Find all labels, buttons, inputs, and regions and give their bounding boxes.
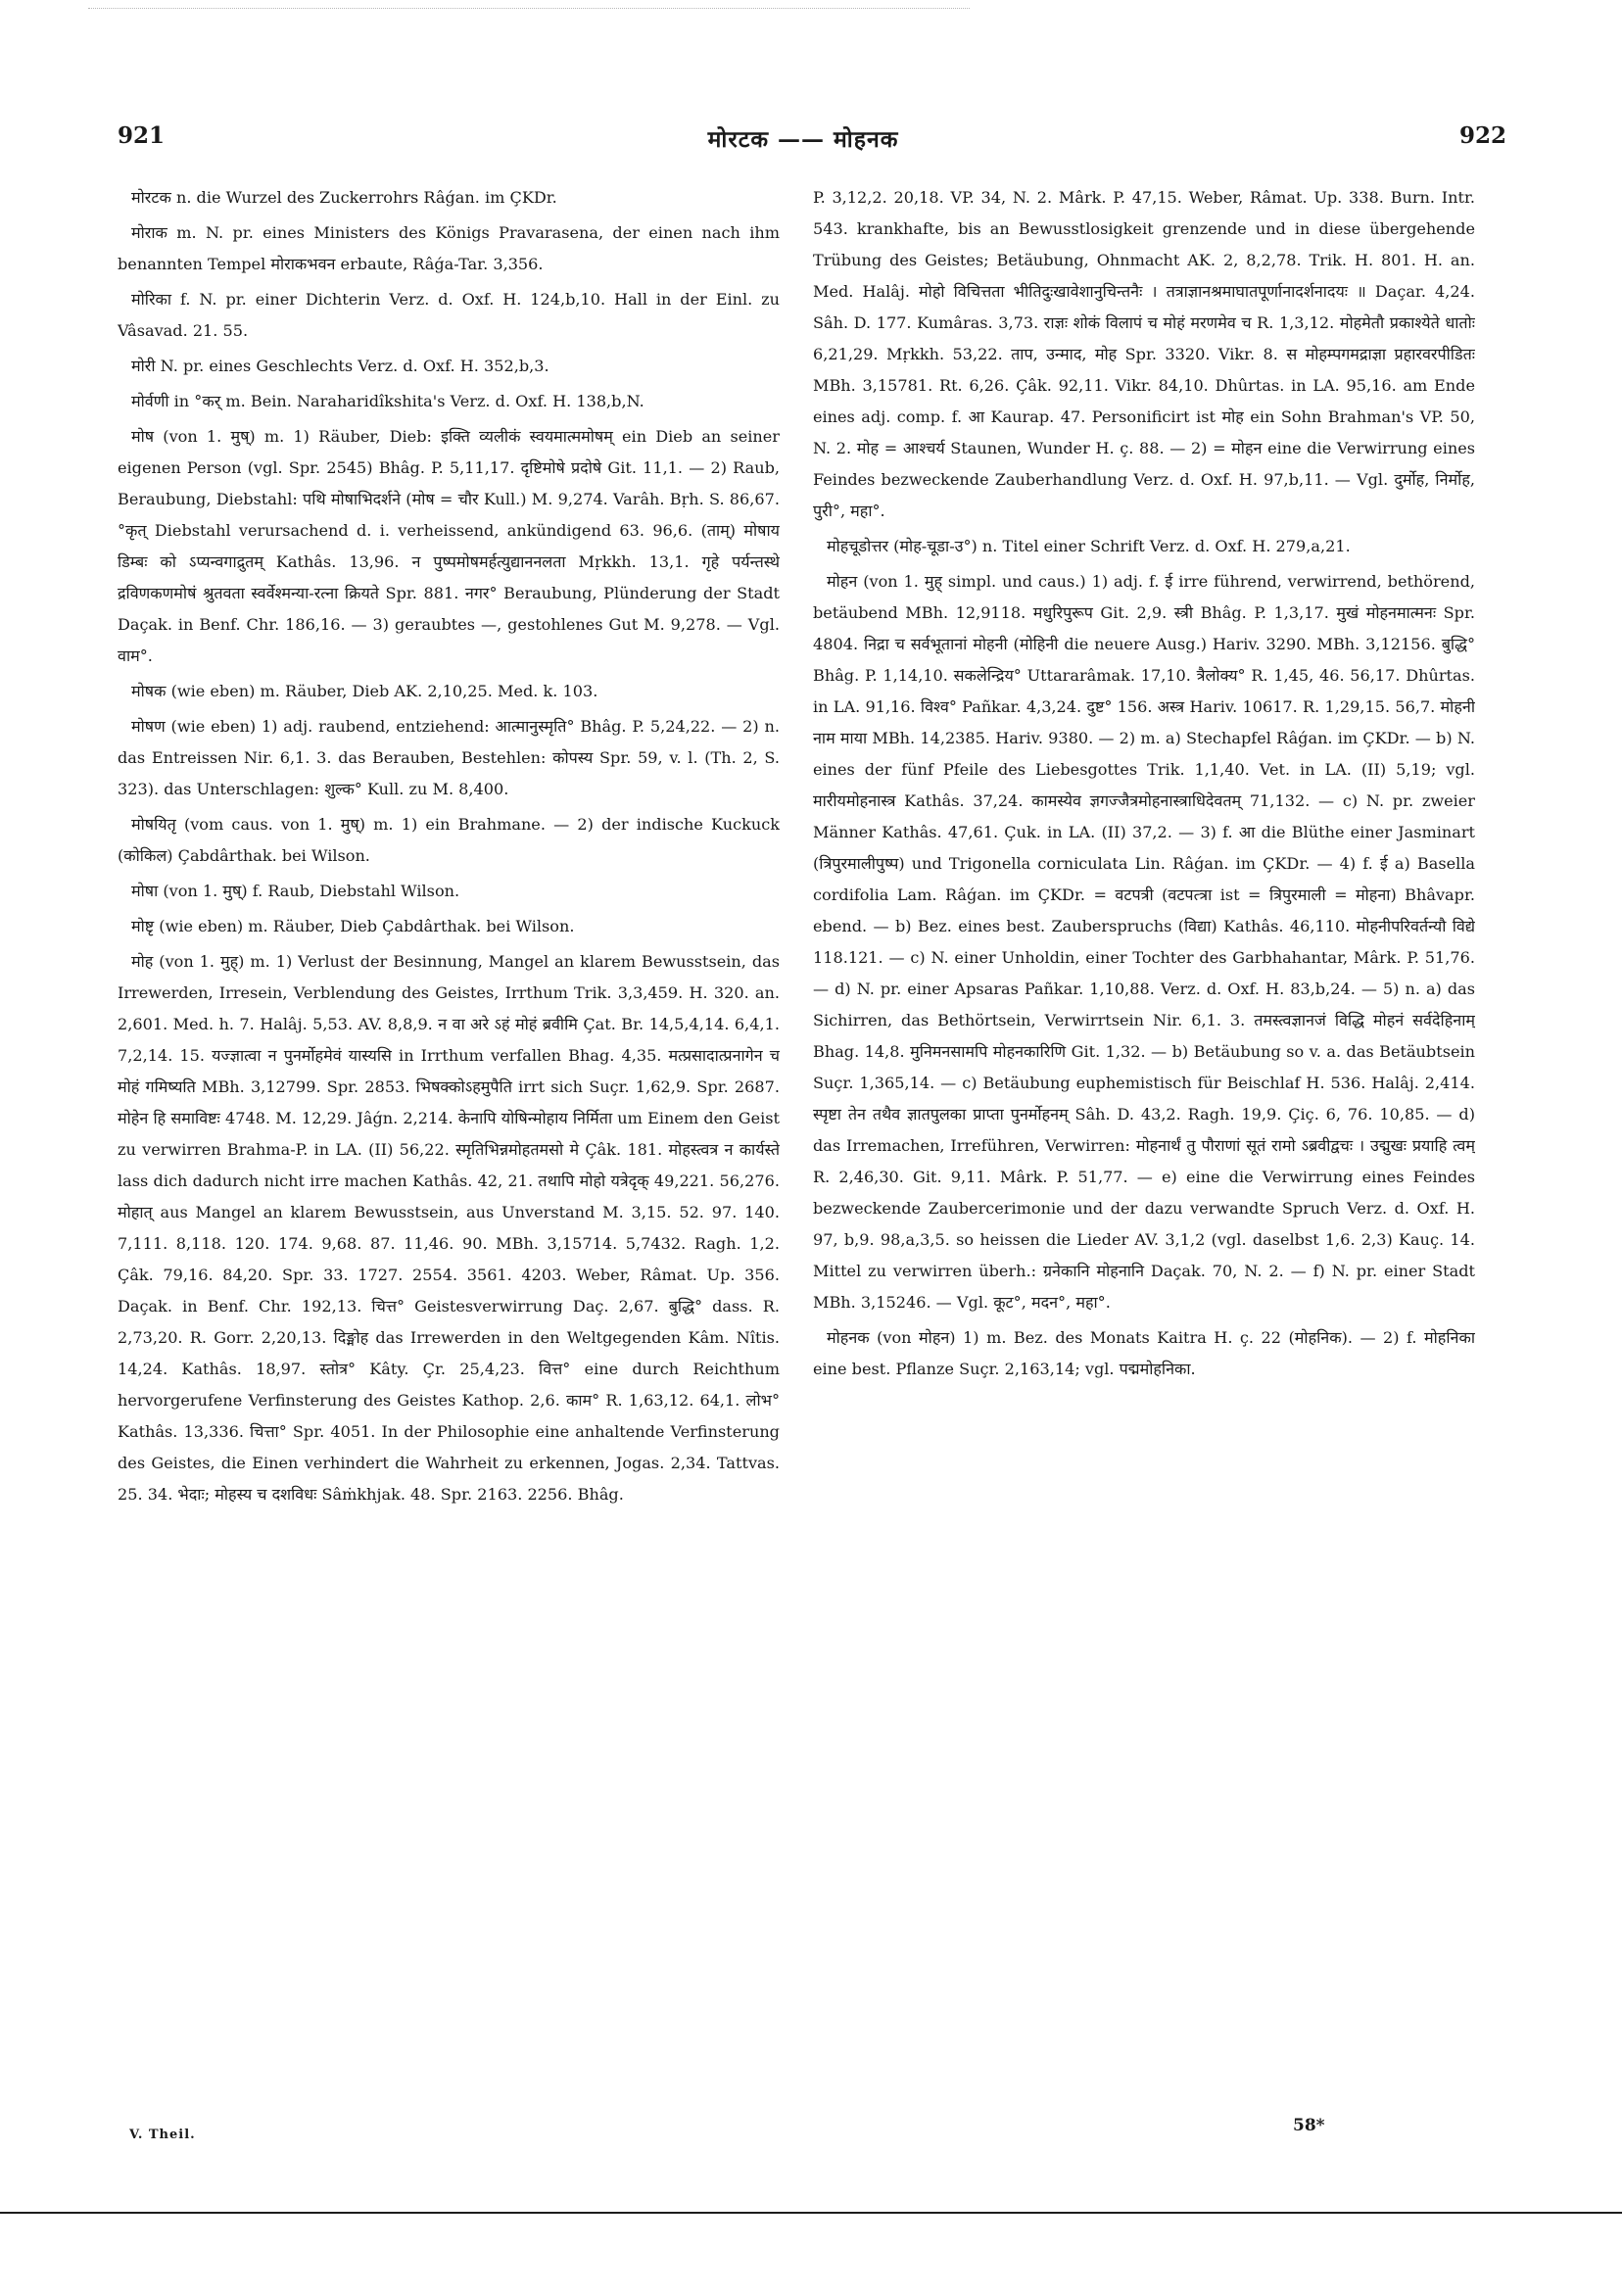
entry-moshtr: मोष्टृ (wie eben) m. Räuber, Dieb Çabdârthak. bei Wilson. [131,917,575,935]
entry-morika: मोरिका f. N. pr. einer Dichterin Verz. d. Oxf. H. 124,b,10. Hall in der Einl. zu Vâsavad. 21. 55. [118,290,780,340]
entry-moshana: मोषण (wie eben) 1) adj. raubend, entziehend: आत्मानुस्मृति° Bhâg. P. 5,24,22. — 2) n. das Entreissen Nir. 6,1. 3. das Berauben, Bestehlen: कोपस्य Spr. 59, v. l. (Th. 2, S. 323). das Unterschlagen: शुल्क° Kull. zu M. 8,400. [118,717,780,798]
entry-mohanaka: मोहनक (von मोहन) 1) m. Bez. des Monats Kaitra H. ç. 22 (मोहनिक). — 2) f. मोहनिका eine best. Pflanze Suçr. 2,163,14; vgl. पद्ममोहनिका. [813,1328,1475,1378]
volume-label: V. Theil. [129,2128,196,2142]
entry-mori: मोरी N. pr. eines Geschlechts Verz. d. Oxf. H. 352,b,3. [131,357,549,375]
scan-artifact-line [88,8,970,9]
page-number-left: 921 [118,122,166,149]
entry-morvani: मोर्वणी in °कर् m. Bein. Naraharidîkshita's Verz. d. Oxf. H. 138,b,N. [131,392,644,410]
page-number-right: 922 [1458,122,1506,149]
entry-moratak: मोरटक n. die Wurzel des Zuckerrohrs Râǵan. im ÇKDr. [131,188,557,207]
entry-moshayitr: मोषयितृ (vom caus. von 1. मुष्) m. 1) ein Brahmane. — 2) der indische Kuckuck (कोकिल) Çabdârthak. bei Wilson. [118,815,780,865]
entry-mosha-f: मोषा (von 1. मुष्) f. Raub, Diebstahl Wilson. [131,882,460,900]
entry-moha: मोह (von 1. मुह्) m. 1) Verlust der Besinnung, Mangel an klarem Bewusstsein, das Irrewerden, Irresein, Verblendung des Geistes, Irrthum Trik. 3,3,459. H. 320. an. 2,601. Med. h. 7. Halâj. 5,53. AV. 8,8,9. न वा अरे ऽहं मोहं ब्रवीमि Çat. Br. 14,5,4,14. 6,4,1. 7,2,14. 15. यज्ज्ञात्वा न पुनर्मोहमेवं यास्यसि in Irrthum verfallen Bhag. 4,35. मत्प्रसादात्प्रनागेन च मोहं गमिष्यति MBh. 3,12799. Spr. 2853. भिषक्कोऽहमुपैति irrt sich Suçr. 1,62,9. Spr. 2687. मोहेन हि समाविष्टः 4748. M. 12,29. Jâǵn. 2,214. केनापि योषिन्मोहाय निर्मिता um Einem den Geist zu verwirren Brahma-P. in LA. (II) 56,22. स्मृतिभिन्नमोहतमसो मे Çâk. 181. मोहस्त्वत्र न कार्यस्ते lass dich dadurch nicht irre machen Kathâs. 42, 21. तथापि मोहो यत्रेदृक् 49,221. 56,276. मोहात् aus Mangel an klarem Bewusstsein, aus Unverstand M. 3,15. 52. 97. 140. 7,111. 8,118. 120. 174. 9,68. 87. 11,46. 90. MBh. 3,15714. 5,7432. Ragh. 1,2. Çâk. 79,16. 84,20. Spr. 33. 1727. 2554. 3561. 4203. Weber, Râmat. Up. 356. Daçak. in Benf. Chr. 192,13. चित्त° Geistesverwirrung Daç. 2,67. बुद्धि° dass. R. 2,73,20. R. Gorr. 2,20,13. दिङ्मोह das Irrewerden in den Weltgegenden Kâm. Nîtis. 14,24. Kathâs. 18,97. स्तोत्र° Kâty. Çr. 25,4,23. वित्त° eine durch Reichthum hervorgerufene Verfinsterung des Geistes Kathop. 2,6. काम° R. 1,63,12. 64,1. लोभ° Kathâs. 13,336. चित्ता° Spr. 4051. In der Philosophie eine anhaltende Verfinsterung des Geistes, die Einen verhindert die Wahrheit zu erkennen, Jogas. 2,34. Tattvas. 25. 34. भेदाः; मोहस्य च दशविधः Sâṁkhjak. 48. Spr. 2163. 2256. Bhâg. [118,952,780,1504]
entry-mosha: मोष (von 1. मुष्) m. 1) Räuber, Dieb: इक्ति व्यलीकं स्वयमात्ममोषम् ein Dieb an seiner eigenen Person (vgl. Spr. 2545) Bhâg. P. 5,11,17. दृष्टिमोषे प्रदोषे Git. 11,1. — 2) Raub, Beraubung, Diebstahl: पथि मोषाभिदर्शने (मोष = चौर Kull.) M. 9,274. Varâh. Bṛh. S. 86,67. °कृत् Diebstahl verursachend d. i. verheissend, ankündigend 63. 96,6. (ताम्) मोषाय डिम्बः को ऽप्यन्वगाद्रुतम् Kathâs. 13,96. न पुष्पमोषमर्हत्युद्याननलता Mṛkkh. 13,1. गृहे पर्यन्तस्थे द्रविणकणमोषं श्रुतवता स्वर्वेश्मन्या-रत्ना क्रियते Spr. 881. नगर° Beraubung, Plünderung der Stadt Daçak. in Benf. Chr. 186,16. — 3) geraubtes —, gestohlenes Gut M. 9,278. — Vgl. वाम°. [118,427,780,665]
right-column [813,182,1475,2102]
page-header [118,122,1506,162]
entry-moshaka: मोषक (wie eben) m. Räuber, Dieb AK. 2,10,25. Med. k. 103. [131,682,598,700]
signature-mark: 58* [1293,2116,1325,2135]
entry-mohachudottara: मोहचूडोत्तर (मोह-चूडा-उ°) n. Titel einer Schrift Verz. d. Oxf. H. 279,a,21. [827,537,1351,555]
entry-moha-continued: P. 3,12,2. 20,18. VP. 34, N. 2. Mârk. P. 47,15. Weber, Râmat. Up. 338. Burn. Intr. 543. krankhafte, bis an Bewusstlosigkeit grenzende und in diese übergehende Trübung des Geistes; Betäubung, Ohnmacht AK. 2, 8,2,78. Trik. H. 801. H. an. Med. Halâj. मोहो विचित्तता भीतिदुःखावेशानुचिन्तनैः । तत्राज्ञानश्रमाघातपूर्णानादर्शनादयः ॥ Daçar. 4,24. Sâh. D. 177. Kumâras. 3,73. राज्ञः शोकं विलापं च मोहं मरणमेव च R. 1,3,12. मोहमेतौ प्रकाश्येते धातोः 6,21,29. Mṛkkh. 53,22. ताप, उन्माद, मोह Spr. 3320. Vikr. 8. स मोहम्पगमद्राज्ञा प्रहारवरपीडितः MBh. 3,15781. Rt. 6,26. Çâk. 92,11. Vikr. 84,10. Dhûrtas. in LA. 95,16. am Ende eines adj. comp. f. आ Kaurap. 47. Personificirt ist मोह ein Sohn Brahman's VP. 50, N. 2. मोह = आश्चर्य Staunen, Wunder H. ç. 88. — 2) = मोहन eine die Verwirrung eines Feindes bezweckende Zauberhandlung Verz. d. Oxf. H. 97,b,11. — Vgl. दुर्मोह, निर्मोह, पुरी°, महा°. [813,188,1475,520]
entry-moraka: मोराक m. N. pr. eines Ministers des Königs Pravarasena, der einen nach ihm benannten Tempel मोराकभवन erbaute, Râǵa-Tar. 3,356. [118,223,780,273]
bottom-rule [0,2212,1622,2214]
entry-mohana: मोहन (von 1. मुह् simpl. und caus.) 1) adj. f. ई irre führend, verwirrend, bethörend, betäubend MBh. 12,9118. मधुरिपुरूप Git. 2,9. स्त्री Bhâg. P. 1,3,17. मुखं मोहनमात्मनः Spr. 4804. निद्रा च सर्वभूतानां मोहनी (मोहिनी die neuere Ausg.) Hariv. 3290. MBh. 3,12156. बुद्धि° Bhâg. P. 1,14,10. सकलेन्द्रिय° Uttararâmak. 17,10. त्रैलोक्य° R. 1,45, 46. 56,17. Dhûrtas. in LA. 91,16. विश्व° Pañkar. 4,3,24. दुष्ट° 156. अस्त्र Hariv. 10617. R. 1,29,15. 56,7. मोहनी नाम माया MBh. 14,2385. Hariv. 9380. — 2) m. a) Stechapfel Râǵan. im ÇKDr. — b) N. eines der fünf Pfeile des Liebesgottes Trik. 1,1,40. Vet. in LA. (II) 5,19; vgl. मारीयमोहनास्त्र Kathâs. 37,24. कामस्येव ज्ञगज्जैत्रमोहनास्त्राधिदेवतम् 71,132. — c) N. pr. zweier Männer Kathâs. 47,61. Çuk. in LA. (II) 37,2. — 3) f. आ die Blüthe einer Jasminart (त्रिपुरमालीपुष्प) und Trigonella corniculata Lin. Râǵan. im ÇKDr. — 4) f. ई a) Basella cordifolia Lam. Râǵan. im ÇKDr. = वटपत्री (वटपत्त्रा ist = त्रिपुरमाली = मोहना) Bhâvapr. ebend. — b) Bez. eines best. Zauberspruchs (विद्या) Kathâs. 46,110. मोहनीपरिवर्तन्यौ विद्ये 118.121. — c) N. einer Unholdin, einer Tochter des Garbhahantar, Mârk. P. 51,76. — d) N. pr. einer Apsaras Pañkar. 1,10,88. Verz. d. Oxf. H. 83,b,24. — 5) n. a) das Sichirren, das Bethörtsein, Verwirrtsein Nir. 6,1. 3. तमस्त्वज्ञानजं विद्धि मोहनं सर्वदेहिनाम् Bhag. 14,8. मुनिमनसामपि मोहनकारिणि Git. 1,32. — b) Betäubung so v. a. das Betäubtsein Suçr. 1,365,14. — c) Betäubung euphemistisch für Beischlaf H. 536. Halâj. 2,414. स्पृष्टा तेन तथैव ज्ञातपुलका प्राप्ता पुनर्मोहनम् Sâh. D. 43,2. Ragh. 19,9. Çiç. 6, 76. 10,85. — d) das Irremachen, Irreführen, Verwirren: मोहनार्थं तु पौराणां सूतं रामो ऽब्रवीद्वचः । उद्मुखः प्रयाहि त्वम् R. 2,46,30. Git. 9,11. Mârk. P. 51,77. — e) eine die Verwirrung eines Feindes bezweckende Zaubercerimonie und der dazu verwandte Spruch Verz. d. Oxf. H. 97, b,9. 98,a,3,5. so heissen die Lieder AV. 3,1,2 (vgl. daselbst 1,6. 2,3) Kauç. 14. Mittel zu verwirren überh.: ग्रनेकानि मोहनानि Daçak. 70, N. 2. — f) N. pr. einer Stadt MBh. 3,15246. — Vgl. कूट°, मदन°, महा°. [813,572,1475,1312]
left-column [118,182,780,2102]
running-title: मोरटक —— मोहनक [707,126,899,153]
